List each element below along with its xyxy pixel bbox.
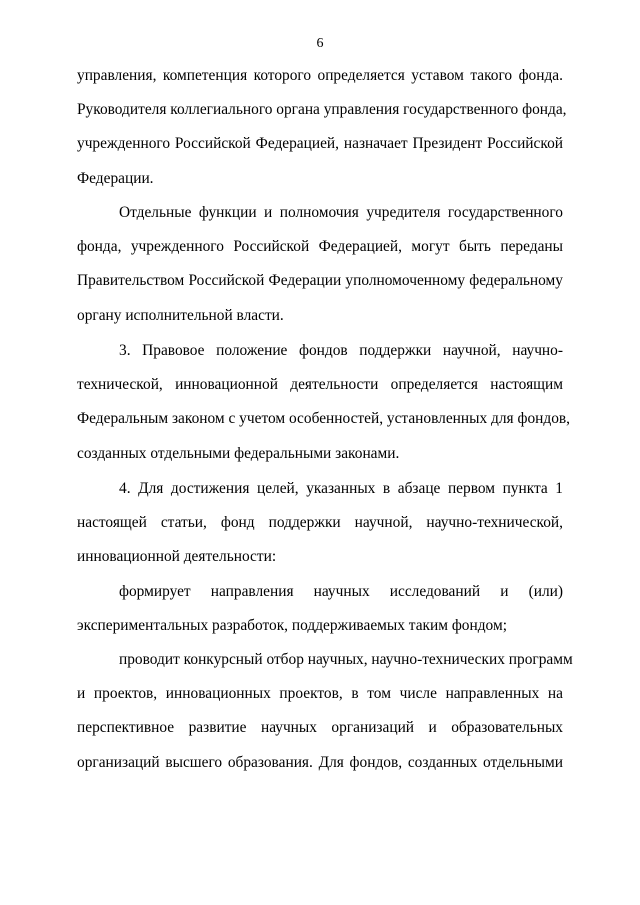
text-line: формирует направления научных исследований и (или): [119, 583, 563, 600]
text-line: Руководителя коллегиального органа управления государственного фонда,: [77, 101, 567, 119]
text-line: инновационной деятельности:: [77, 548, 277, 566]
text-line: организаций высшего образования. Для фондов, созданных отдельными: [77, 753, 563, 771]
text-line: учрежденного Российской Федерацией, назначает Президент Российской: [77, 135, 563, 153]
text-line: Правительством Российской Федерации уполномоченному федеральному: [77, 272, 563, 290]
text-line: 4. Для достижения целей, указанных в абзаце первом пункта 1: [119, 480, 563, 497]
paragraph-item-4: [77, 472, 563, 575]
text-line: Федеральным законом с учетом особенностей, установленных для фондов,: [77, 410, 571, 428]
paragraph-founder-functions: [77, 196, 563, 333]
text-line: созданных отдельными федеральными законами.: [77, 444, 400, 462]
page-number: 6: [316, 36, 324, 51]
text-line: проводит конкурсный отбор научных, научно-технических программ: [119, 651, 573, 668]
text-line: 3. Правовое положение фондов поддержки научной, научно-: [119, 342, 563, 359]
text-line: и проектов, инновационных проектов, в том числе направленных на: [77, 685, 563, 703]
text-line: технической, инновационной деятельности определяется настоящим: [77, 376, 563, 394]
text-line: настоящей статьи, фонд поддержки научной, научно-технической,: [77, 514, 563, 532]
text-line: Отдельные функции и полномочия учредителя государственного: [119, 204, 563, 221]
text-line: управления, компетенция которого определяется уставом такого фонда.: [77, 67, 563, 84]
paragraph-governing-body: [77, 59, 567, 196]
text-line: перспективное развитие научных организаций и образовательных: [77, 719, 563, 737]
paragraph-competitive-selection: [77, 643, 573, 780]
text-line: Федерации.: [77, 169, 154, 187]
text-line: экспериментальных разработок, поддерживаемых таким фондом;: [77, 617, 507, 635]
paragraph-forms-directions: [77, 575, 563, 643]
text-line: органу исполнительной власти.: [77, 306, 284, 324]
text-line: фонда, учрежденного Российской Федерацией, могут быть переданы: [77, 238, 563, 256]
paragraph-item-3: [77, 334, 571, 471]
